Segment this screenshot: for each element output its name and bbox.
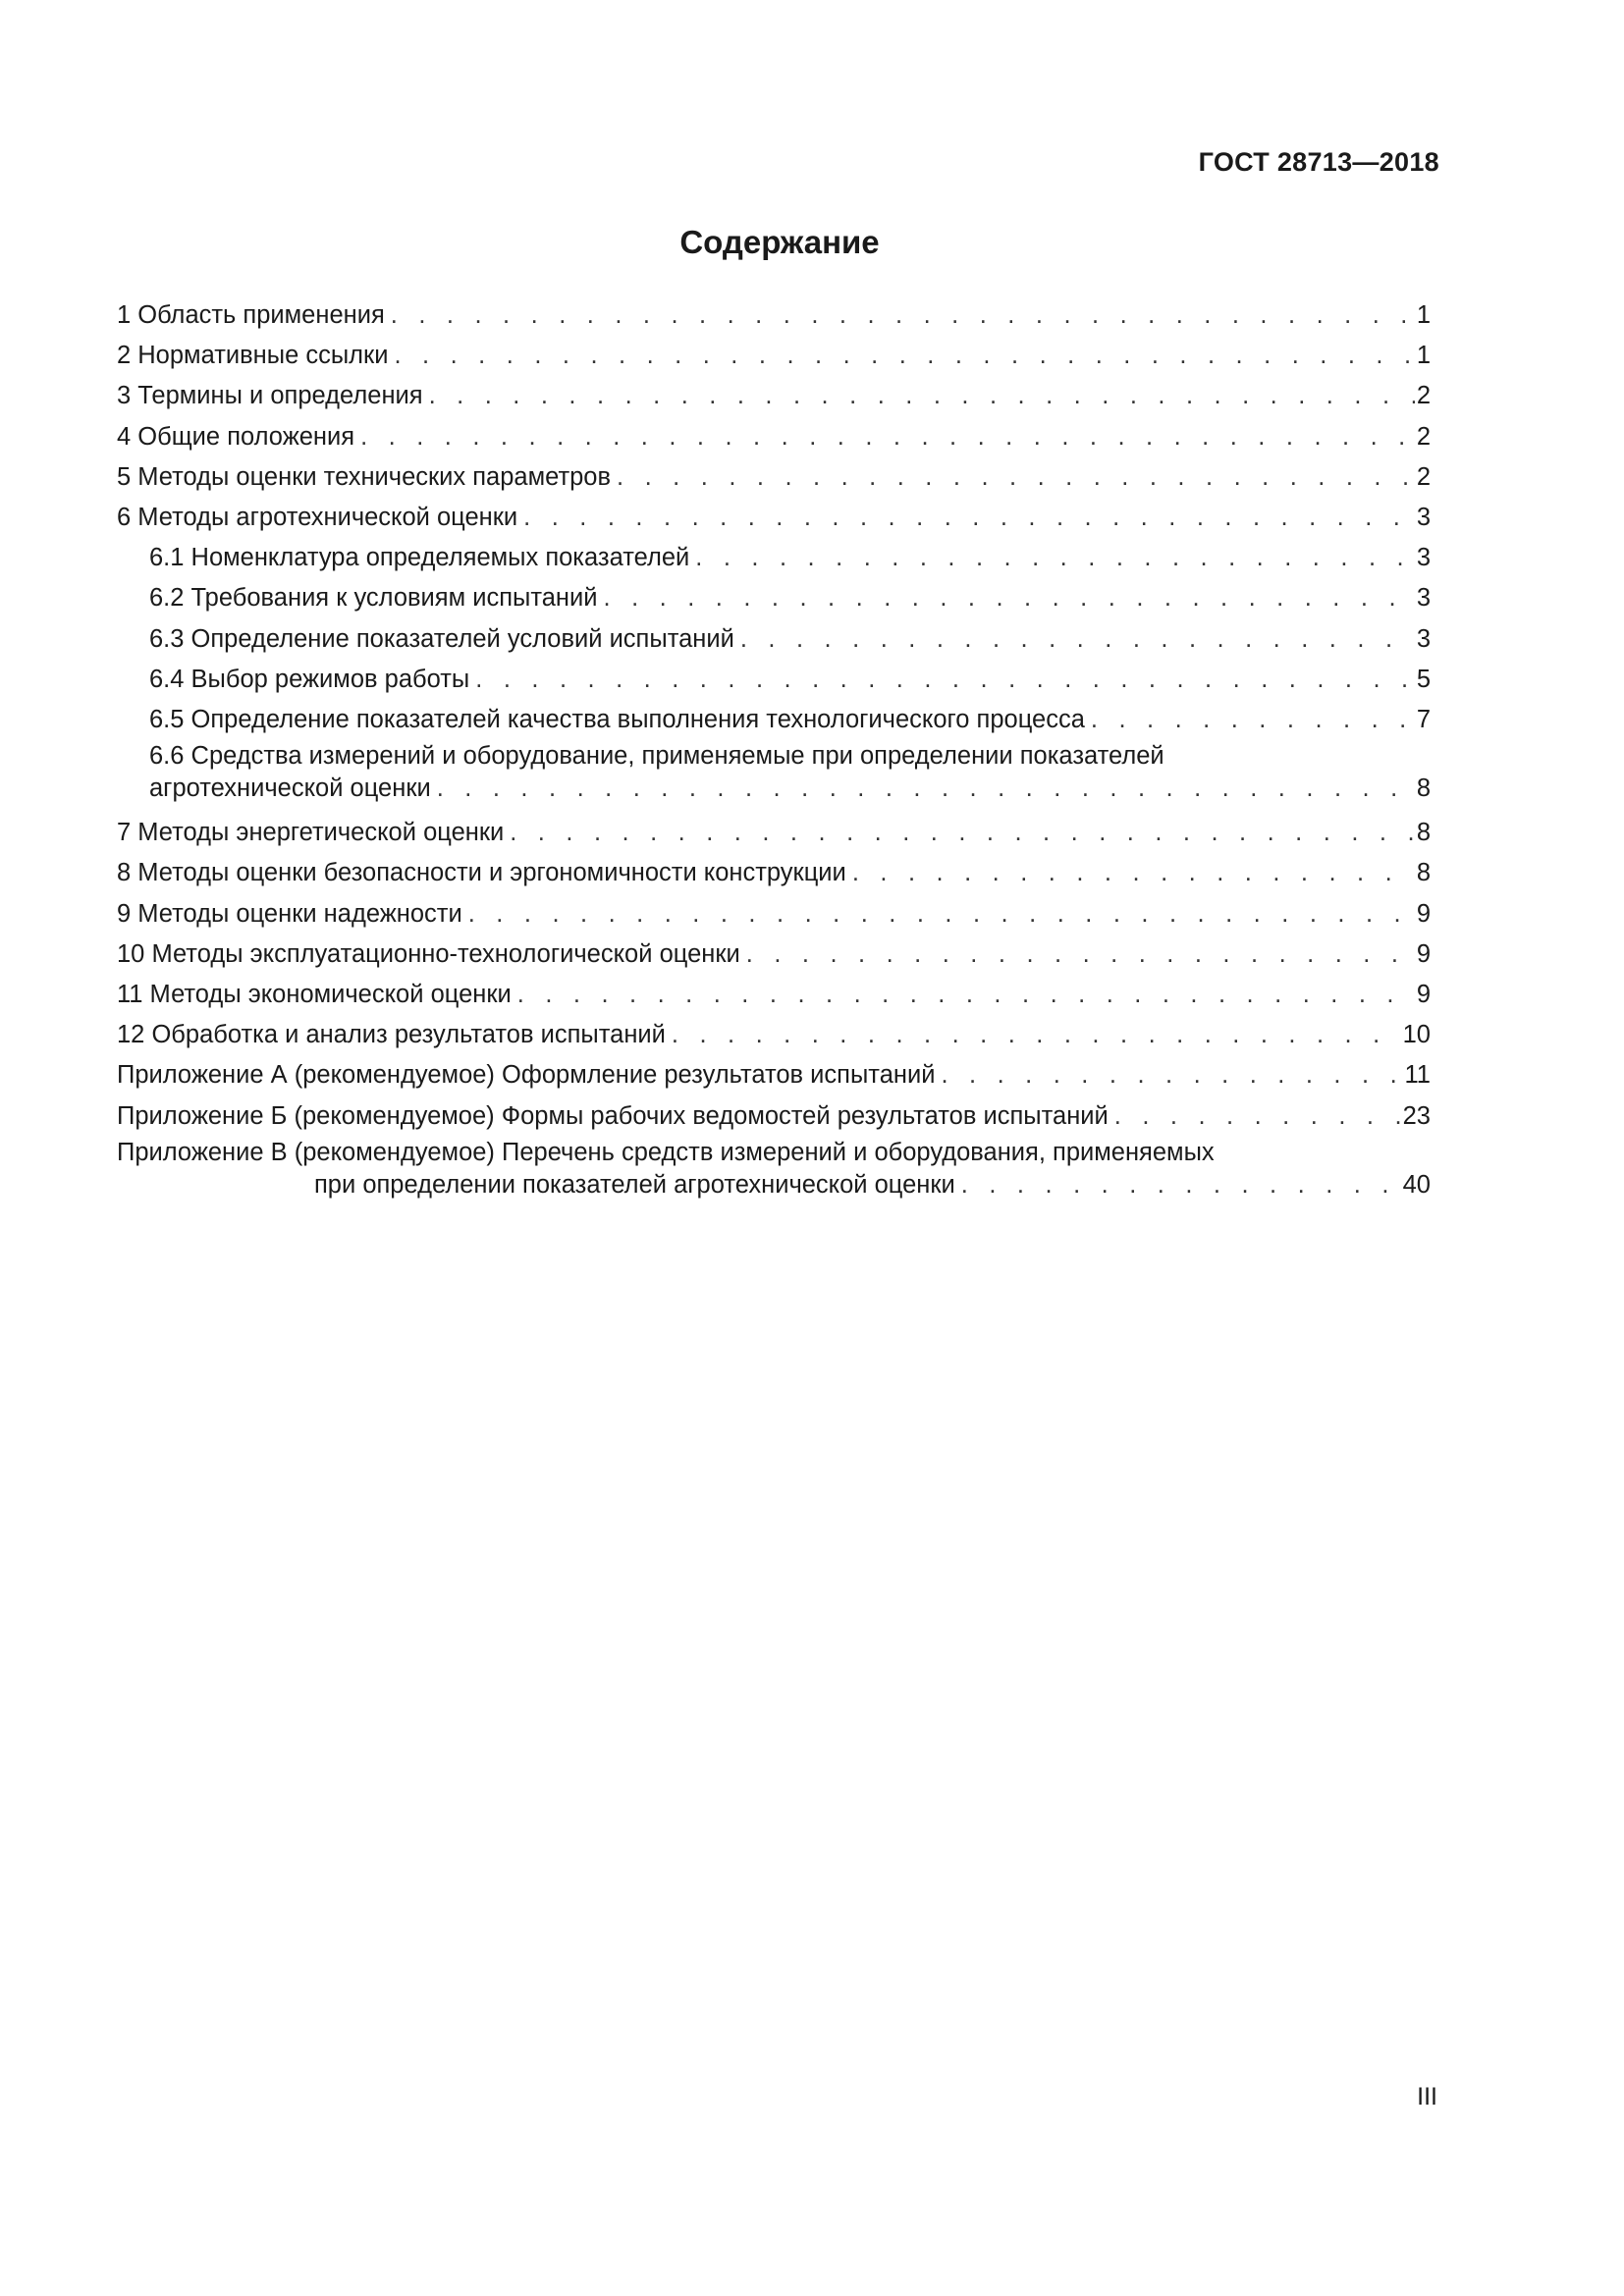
toc-entry-label-continued: при определении показателей агротехнической оценки — [314, 1170, 955, 1199]
document-code: ГОСТ 28713—2018 — [1198, 147, 1439, 177]
toc-entry-label: 4 Общие положения — [117, 422, 355, 451]
toc-subentry[interactable] — [117, 660, 1431, 700]
dot-leader — [695, 538, 1415, 578]
toc-entry[interactable] — [117, 1015, 1431, 1055]
toc-entry-label: Приложение В (рекомендуемое) Перечень средств измерений и оборудования, применяемых — [117, 1138, 1215, 1166]
toc-entry-page: 3 — [1416, 544, 1431, 572]
toc-entry-label: 7 Методы энергетической оценки — [117, 819, 505, 847]
toc-entry[interactable] — [117, 336, 1431, 376]
dot-leader — [391, 295, 1415, 336]
dot-leader — [510, 813, 1415, 853]
toc-entry-page: 7 — [1416, 706, 1431, 734]
toc-entry[interactable] — [117, 457, 1431, 498]
toc-entry-label: 6.6 Средства измерений и оборудование, применяемые при определении показателей — [149, 742, 1164, 771]
toc-entry-page: 23 — [1402, 1101, 1431, 1130]
toc-entry-label: Приложение Б (рекомендуемое) Формы рабочих ведомостей результатов испытаний — [117, 1101, 1109, 1130]
toc-subentry[interactable] — [117, 578, 1431, 618]
toc-entry-label: 6.2 Требования к условиям испытаний — [149, 584, 598, 613]
toc-entry[interactable] — [117, 894, 1431, 934]
toc-entry-page: 8 — [1416, 774, 1431, 803]
toc-entry-page: 8 — [1416, 819, 1431, 847]
toc-entry-page: 9 — [1416, 981, 1431, 1009]
dot-leader — [672, 1015, 1401, 1055]
toc-annex-entry[interactable] — [117, 1055, 1431, 1095]
toc-entry-page: 2 — [1416, 382, 1431, 410]
toc-entry-page: 2 — [1416, 462, 1431, 491]
toc-entry-page: 9 — [1416, 939, 1431, 968]
dot-leader — [429, 376, 1415, 416]
toc-entry-page: 9 — [1416, 899, 1431, 928]
toc-entry-label: 8 Методы оценки безопасности и эргономичности конструкции — [117, 859, 846, 887]
toc-entry-label: 10 Методы эксплуатационно-технологической оценки — [117, 939, 740, 968]
toc-entry-label: 2 Нормативные ссылки — [117, 342, 389, 370]
dot-leader — [604, 578, 1415, 618]
dot-leader — [437, 773, 1415, 805]
toc-entry-page: 10 — [1402, 1021, 1431, 1049]
toc-entry-page: 5 — [1416, 665, 1431, 693]
dot-leader — [852, 853, 1415, 893]
dot-leader — [941, 1055, 1402, 1095]
toc-entry[interactable] — [117, 376, 1431, 416]
toc-entry[interactable] — [117, 934, 1431, 975]
toc-subentry[interactable] — [117, 538, 1431, 578]
toc-entry-page: 3 — [1416, 504, 1431, 532]
toc-entry-label: 3 Термины и определения — [117, 382, 423, 410]
toc-entry-page: 1 — [1416, 342, 1431, 370]
toc-entry-page: 1 — [1416, 301, 1431, 329]
dot-leader — [475, 660, 1415, 700]
toc-entry-page: 40 — [1402, 1170, 1431, 1199]
dot-leader — [360, 417, 1415, 457]
dot-leader — [740, 619, 1415, 660]
toc-entry-label: 11 Методы экономической оценки — [117, 981, 512, 1009]
toc-entry[interactable] — [117, 975, 1431, 1015]
toc-entry-label: 6.4 Выбор режимов работы — [149, 665, 470, 693]
toc-entry-page: 2 — [1416, 422, 1431, 451]
toc-entry-label: 1 Область применения — [117, 301, 385, 329]
toc-entry-label-continued: агротехнической оценки — [149, 774, 431, 803]
toc-entry-label: 6.5 Определение показателей качества выполнения технологического процесса — [149, 706, 1085, 734]
toc-subentry[interactable] — [117, 740, 1431, 813]
toc-entry[interactable] — [117, 417, 1431, 457]
toc-entry[interactable] — [117, 295, 1431, 336]
toc-entry[interactable] — [117, 813, 1431, 853]
toc-entry-label: 6 Методы агротехнической оценки — [117, 504, 518, 532]
toc-entry-label: 5 Методы оценки технических параметров — [117, 462, 612, 491]
toc-entry-label: 6.3 Определение показателей условий испытаний — [149, 624, 734, 653]
dot-leader — [617, 457, 1415, 498]
dot-leader — [468, 894, 1415, 934]
toc-entry-label: 12 Обработка и анализ результатов испытаний — [117, 1021, 666, 1049]
toc-entry-page: 3 — [1416, 584, 1431, 613]
dot-leader — [1114, 1096, 1401, 1137]
dot-leader — [517, 975, 1415, 1015]
toc-subentry[interactable] — [117, 700, 1431, 740]
toc-title: Содержание — [679, 224, 880, 260]
toc-entry-label: 6.1 Номенклатура определяемых показателей — [149, 544, 690, 572]
toc-annex-entry[interactable] — [117, 1137, 1431, 1201]
dot-leader — [523, 498, 1415, 538]
toc-entry-label: 9 Методы оценки надежности — [117, 899, 462, 928]
dot-leader — [746, 934, 1415, 975]
toc-entry[interactable] — [117, 498, 1431, 538]
dot-leader — [961, 1169, 1401, 1201]
dot-leader — [1091, 700, 1415, 740]
toc-subentry[interactable] — [117, 619, 1431, 660]
toc-entry-label: Приложение А (рекомендуемое) Оформление результатов испытаний — [117, 1061, 936, 1090]
toc-entry-page: 8 — [1416, 859, 1431, 887]
toc-entry-page: 11 — [1404, 1061, 1431, 1090]
toc-entry-page: 3 — [1416, 624, 1431, 653]
table-of-contents — [117, 295, 1431, 1201]
page-number: III — [1417, 2083, 1437, 2110]
dot-leader — [394, 336, 1414, 376]
toc-annex-entry[interactable] — [117, 1096, 1431, 1137]
toc-entry[interactable] — [117, 853, 1431, 893]
